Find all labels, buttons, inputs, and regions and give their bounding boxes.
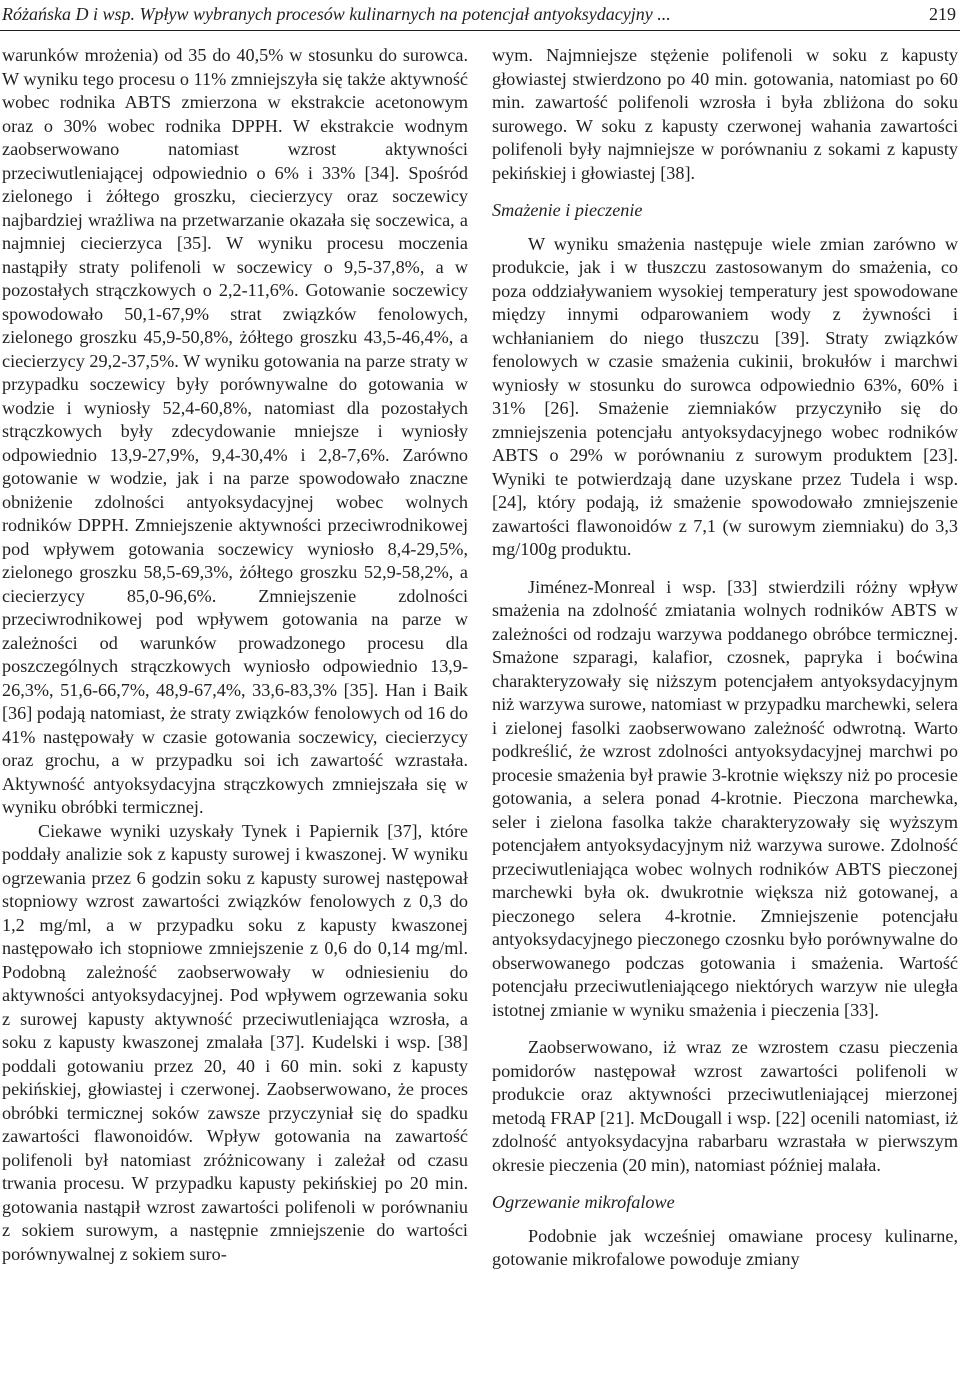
right-column: [492, 44, 958, 1272]
paragraph: Zaobserwowano, iż wraz ze wzrostem czasu pieczenia pomidorów następował wzrost zawartości polifenoli w produkcie oraz aktywności przeciwutleniającej mierzonej metodą FRAP [21]. McDougall i wsp. [22] ocenili natomiast, iż zdolność antyoksydacyjna rabarbaru wzrastała w pierwszym okresie pieczenia (20 min), natomiast później malała.: [492, 1037, 958, 1175]
paragraph: Podobnie jak wcześniej omawiane procesy kulinarne, gotowanie mikrofalowe powoduje zmiany: [492, 1225, 958, 1269]
paragraph: Jiménez-Monreal i wsp. [33] stwierdzili różny wpływ smażenia na zdolność zmiatania wolnych rodników ABTS w zależności od rodzaju warzywa poddanego obróbce termicznej. Smażone szparagi, kalafior, czosnek, papryka i boćwina charakteryzowały się niższym potencjałem antyoksydacyjnym niż warzywa surowe, natomiast w przypadku marchewki, selera i zielonej fasolki zaobserwowano zależność odwrotną. Warto podkreślić, że wzrost zdolności antyoksydacyjnej marchwi po procesie smażenia był prawie 3-krotnie większy niż po procesie gotowania, a selera ponad 4-krotnie. Pieczona marchewka, seler i zielona fasolka także charakteryzowały się wyższym potencjałem antyoksydacyjnym niż warzywa surowe. Zdolność przeciwutleniająca wobec wolnych rodników ABTS pieczonej marchewki była ok. dwukrotnie większa niż gotowanej, a pieczonego selera 4-krotnie. Zmniejszenie potencjału antyoksydacyjnego pieczonego czosnku było porównywalne do obserwowanego podczas gotowania i smażenia. Wartość potencjału przeciwutleniającego niektórych warzyw nie uległa istotnej zmianie w wyniku smażenia i pieczenia [33].: [492, 576, 958, 1020]
left-column: [2, 44, 468, 1266]
paragraph: W wyniku smażenia następuje wiele zmian zarówno w produkcie, jak i w tłuszczu zastosowanym do smażenia, co poza oddziaływaniem wysokiej temperatury jest spowodowane między innymi odparowaniem wody z żywności i wchłanianiem do niego tłuszczu [39]. Straty związków fenolowych w czasie smażenia cukinii, brokułów i marchwi wyniosły w stosunku do surowca odpowiednio 63%, 60% i 31% [26]. Smażenie ziemniaków przyczyniło się do zmniejszenia potencjału antyoksydacyjnego wobec rodników ABTS o 29% w porównaniu z surowym produktem [23]. Wyniki te potwierdzają dane uzyskane przez Tudela i wsp. [24], który podają, iż smażenie spowodowało zmniejszenie zawartości flawonoidów z 7,1 (w surowym ziemniaku) do 3,3 mg/100g produktu.: [492, 233, 958, 559]
running-header: [0, 0, 960, 31]
paragraph: Ciekawe wyniki uzyskały Tynek i Papiernik [37], które poddały analizie sok z kapusty surowej i kwaszonej. W wyniku ogrzewania przez 6 godzin soku z kapusty surowej następował stopniowy wzrost zawartości związków fenolowych z 0,3 do 1,2 mg/ml, a w przypadku soku z kapusty kwaszonej następowało ich stopniowe zmniejszenie z 0,6 do 0,14 mg/ml. Podobną zależność zaobserwowały w odniesieniu do aktywności antyoksydacyjnej. Pod wpływem ogrzewania soku z surowej kapusty aktywność przeciwutleniająca wzrosła, a soku z kapusty kwaszonej zmalała [37]. Kudelski i wsp. [38] poddali gotowaniu przez 20, 40 i 60 min. soki z kapusty pekińskiej, głowiastej i czerwonej. Zaobserwowano, że proces obróbki termicznej soków zawsze przyczyniał się do spadku zawartości flawonoidów. Wpływ gotowania na zawartość polifenoli był natomiast zróżnicowany i zależał od czasu trwania procesu. W przypadku kapusty pekińskiej po 20 min. gotowania nastąpił wzrost zawartości polifenoli w porównaniu z sokiem surowym, a następnie zmniejszenie do wartości porównywalnej z sokiem suro-: [2, 820, 468, 1264]
paragraph: wym. Najmniejsze stężenie polifenoli w soku z kapusty głowiastej stwierdzono po 40 min. gotowania, natomiast po 60 min. zawartość polifenoli wzrosła i była zbliżona do soku surowego. W soku z kapusty czerwonej wahania zawartości polifenoli były najmniejsze w porównaniu z sokami z kapusty pekińskiej i głowiastej [38].: [492, 45, 958, 183]
section-heading-frying: Smażenie i pieczenie: [492, 200, 643, 220]
running-title: Różańska D i wsp. Wpływ wybranych procesów kulinarnych na potencjał antyoksydacyjny ...: [2, 4, 671, 24]
paragraph: warunków mrożenia) od 35 do 40,5% w stosunku do surowca. W wyniku tego procesu o 11% zmniejszyła się także aktywność wobec rodnika ABTS zmierzona w ekstrakcie acetonowym oraz o 30% wobec rodnika DPPH. W ekstrakcie wodnym zaobserwowano natomiast wzrost aktywności przeciwutleniającej odpowiednio o 6% i 33% [34]. Spośród zielonego i żółtego groszku, ciecierzycy oraz soczewicy najbardziej wrażliwa na przetwarzanie okazała się soczewica, a najmniej ciecierzyca [35]. W wyniku procesu moczenia nastąpiły straty polifenoli w soczewicy o 9,5-37,8%, a w pozostałych strączkowych o 2,2-11,6%. Gotowanie soczewicy spowodowało 50,1-67,9% strat związków fenolowych, zielonego groszku 45,9-50,8%, żółtego groszku 43,5-46,4%, a ciecierzycy 29,2-37,5%. W wyniku gotowania na parze straty w przypadku soczewicy były porównywalne do gotowania w wodzie i wyniosły 52,4-60,8%, natomiast dla pozostałych strączkowych były zdecydowanie mniejsze i wyniosły odpowiednio 13,9-27,9%, 9,4-30,4% i 2,8-7,6%. Zarówno gotowanie w wodzie, jak i na parze spowodowało znaczne obniżenie zdolności antyoksydacyjnej wobec wolnych rodników DPPH. Zmniejszenie aktywności przeciwrodnikowej pod wpływem gotowania soczewicy wyniosło 8,4-29,5%, zielonego groszku 58,5-69,3%, żółtego groszku 52,9-58,2%, a ciecierzycy 85,0-96,6%. Zmniejszenie zdolności przeciwrodnikowej pod wpływem gotowania na parze w zależności od warunków prowadzonego procesu dla poszczególnych strączkowych wyniosło odpowiednio 13,9-26,3%, 51,6-66,7%, 48,9-67,4%, 33,6-83,3% [35]. Han i Baik [36] podają natomiast, że straty związków fenolowych od 16 do 41% następowały w czasie gotowania soczewicy, ciecierzycy oraz grochu, a w przypadku soi ich zawartość wzrastała. Aktywność antyoksydacyjna strączkowych zmniejszała się w wyniku obróbki termicznej.: [2, 45, 468, 817]
section-heading-microwave: Ogrzewanie mikrofalowe: [492, 1192, 675, 1212]
page-number: 219: [929, 4, 956, 24]
